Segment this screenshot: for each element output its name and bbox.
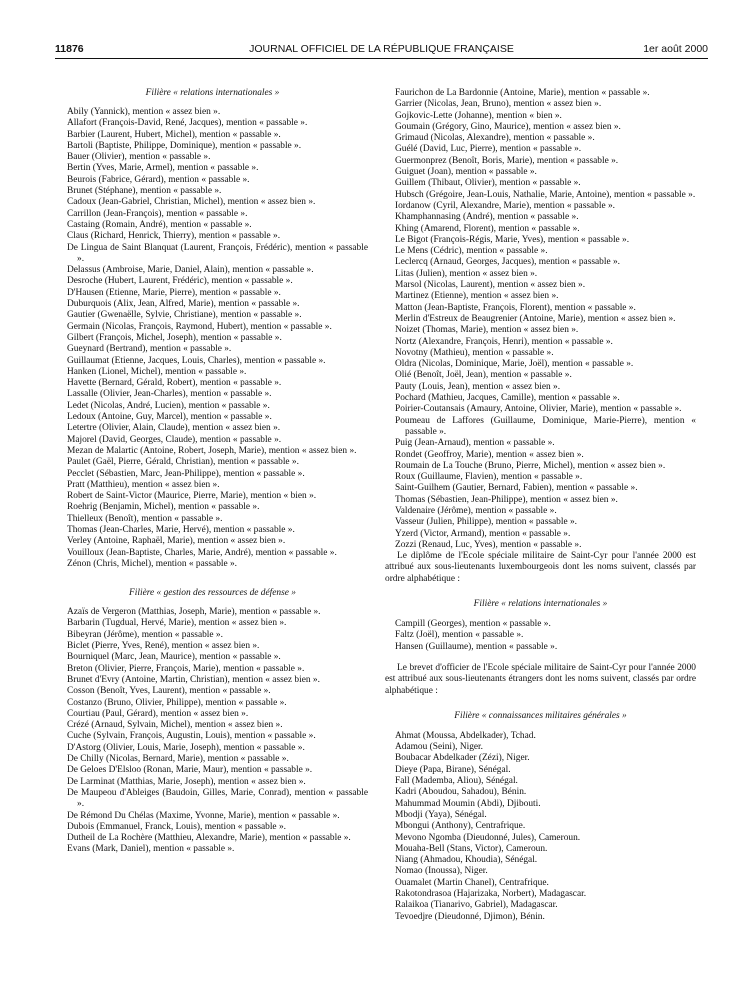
list-entry: Crézé (Arnaud, Sylvain, Michel), mention « assez bien ». — [67, 720, 283, 731]
list-entry: Allafort (François-David, René, Jacques), mention « passable ». — [67, 118, 308, 129]
page-number: 11876 — [55, 43, 84, 55]
list-entry: Vouilloux (Jean-Baptiste, Charles, Marie, André), mention « passable ». — [67, 547, 337, 558]
list-entry: Germain (Nicolas, François, Raymond, Hubert), mention « passable ». — [67, 321, 332, 332]
list-entry: Fall (Mademba, Aliou), Sénégal. — [395, 776, 518, 787]
list-entry: Tevoedjre (Dieudonné, Djimon), Bénin. — [395, 911, 545, 922]
list-entry: Pauty (Louis, Jean), mention « assez bien ». — [395, 381, 561, 392]
list-entry: Thomas (Sébastien, Jean-Philippe), mention « assez bien ». — [395, 494, 618, 505]
list-entry: Letertre (Olivier, Alain, Claude), mention « assez bien ». — [67, 423, 281, 434]
header-rule — [55, 58, 708, 59]
list-entry: Kadri (Aboudou, Sahadou), Bénin. — [395, 787, 527, 798]
list-entry: Bartoli (Baptiste, Philippe, Dominique), mention « passable ». — [67, 140, 302, 151]
list-entry: Zénon (Chris, Michel), mention « passable ». — [67, 558, 238, 569]
list-entry: Guiguet (Joan), mention « passable ». — [395, 167, 537, 178]
list-entry: Duburquois (Alix, Jean, Alfred, Marie), mention « passable ». — [67, 299, 300, 310]
list-entry: Hanken (Lionel, Michel), mention « passable ». — [67, 366, 247, 377]
section-heading: Filière « relations internationales » — [145, 88, 280, 98]
list-entry: Delassus (Ambroise, Marie, Daniel, Alain), mention « passable ». — [67, 265, 314, 276]
list-entry: Puig (Jean-Arnaud), mention « passable ». — [395, 438, 555, 449]
list-entry: Pratt (Matthieu), mention « assez bien ». — [67, 479, 220, 490]
list-entry: De Geloes D'Elsloo (Ronan, Marie, Maur), mention « passable ». — [67, 765, 313, 776]
list-entry: Pecclet (Sébastien, Marc, Jean-Philippe), mention « passable ». — [67, 468, 305, 479]
list-entry: Rakotondrasoa (Hajarizaka, Norbert), Madagascar. — [395, 889, 587, 899]
list-entry: Hubsch (Grégoire, Jean-Louis, Nathalie, Marie, Antoine), mention « passable ». — [395, 189, 696, 200]
section-heading: Filière « connaissances militaires générales » — [454, 710, 627, 721]
list-entry: Campill (Georges), mention « passable ». — [395, 619, 551, 630]
list-entry: Beurois (Fabrice, Gérard), mention « passable ». — [67, 174, 250, 185]
list-entry: Roehrig (Benjamin, Michel), mention « passable ». — [67, 502, 260, 513]
list-entry: Costanzo (Bruno, Olivier, Philippe), mention « passable ». — [67, 697, 287, 708]
list-entry: Ledet (Nicolas, André, Lucien), mention « passable ». — [67, 400, 270, 411]
list-entry: Adamou (Seini), Niger. — [395, 742, 484, 753]
list-entry: Bertin (Yves, Marie, Armel), mention « passable ». — [67, 163, 259, 174]
list-entry: Azaïs de Vergeron (Matthias, Joseph, Marie), mention « passable ». — [67, 607, 321, 618]
list-entry: Barbarin (Tugdual, Hervé, Marie), mention « assez bien ». — [67, 618, 287, 629]
list-entry: Courtiau (Paul, Gérard), mention « assez bien ». — [67, 708, 249, 719]
list-entry: Le Mens (Cédric), mention « passable ». — [395, 246, 548, 257]
section-heading: Filière « relations internationales » — [473, 599, 608, 610]
list-entry: Mezan de Malartic (Antoine, Robert, Joseph, Marie), mention « assez bien ». — [67, 445, 357, 456]
list-entry: Paulet (Gaël, Pierre, Gérald, Christian), mention « passable ». — [67, 457, 299, 468]
list-entry: Yzerd (Victor, Armand), mention « passable ». — [395, 528, 571, 539]
right-column — [385, 88, 696, 923]
list-entry: Iordanow (Cyril, Alexandre, Marie), mention « passable ». — [395, 200, 615, 211]
list-entry: Litas (Julien), mention « assez bien ». — [395, 268, 538, 279]
list-entry: Guillaumat (Etienne, Jacques, Louis, Charles), mention « passable ». — [67, 355, 326, 366]
list-entry: De Lingua de Saint Blanquat (Laurent, François, Frédéric), mention « passable ». — [67, 242, 368, 264]
list-entry: Gojkovic-Lette (Johanne), mention « bien ». — [395, 110, 562, 121]
list-entry: Le Bigot (François-Régis, Marie, Yves), mention « passable ». — [395, 234, 630, 245]
list-entry: Merlin d'Estreux de Beaugrenier (Antoine, Marie), mention « assez bien ». — [395, 313, 676, 324]
list-entry: Zozzi (Renaud, Luc, Yves), mention « passable ». — [395, 539, 582, 550]
list-entry: Ralaikoa (Tianarivo, Gabriel), Madagascar. — [395, 900, 558, 911]
list-entry: Poirier-Coutansais (Amaury, Antoine, Olivier, Marie), mention « passable ». — [395, 404, 682, 415]
list-entry: Garrier (Nicolas, Jean, Bruno), mention « assez bien ». — [395, 99, 602, 110]
list-entry: Oldra (Nicolas, Dominique, Marie, Joël), mention « passable ». — [395, 359, 634, 370]
list-entry: Faltz (Joël), mention « passable ». — [395, 630, 524, 641]
list-entry: Mbodji (Yaya), Sénégal. — [395, 809, 487, 820]
list-entry: Khamphannasing (André), mention « passable ». — [395, 212, 579, 223]
list-entry: Faurichon de La Bardonnie (Antoine, Marie), mention « passable ». — [395, 88, 650, 98]
list-entry: Goumain (Grégory, Gino, Maurice), mention « assez bien ». — [395, 121, 621, 132]
list-entry: Roux (Guillaume, Flavien), mention « passable ». — [395, 472, 583, 483]
list-entry: Dubois (Emmanuel, Franck, Louis), mention « passable ». — [67, 821, 286, 832]
list-entry: Brunet (Stéphane), mention « passable ». — [67, 186, 222, 197]
list-entry: Olié (Benoît, Joël, Jean), mention « passable ». — [395, 370, 572, 381]
list-entry: Vasseur (Julien, Philippe), mention « passable ». — [395, 517, 578, 528]
list-entry: Majorel (David, Georges, Claude), mention « passable ». — [67, 434, 282, 445]
list-entry: Ouamalet (Martin Chanel), Centrafrique. — [395, 877, 549, 888]
list-entry: Guermonprez (Benoît, Boris, Marie), mention « passable ». — [395, 155, 619, 166]
section-heading: Filière « gestion des ressources de défense » — [129, 588, 296, 599]
list-entry: Cosson (Benoît, Yves, Laurent), mention « passable ». — [67, 686, 271, 697]
list-entry: Mbongui (Anthony), Centrafrique. — [395, 821, 526, 832]
list-entry: Thomas (Jean-Charles, Marie, Hervé), mention « passable ». — [67, 524, 295, 535]
list-entry: Havette (Bernard, Gérald, Robert), mention « passable ». — [67, 378, 282, 389]
decree-paragraph: Le diplôme de l'Ecole spéciale militaire de Saint-Cyr pour l'année 2000 est attribué aux sous-lieutenants luxembourgeois dont les noms suivent, classés par ordre alphabétique : — [385, 551, 696, 584]
list-entry: Poumeau de Laffores (Guillaume, Dominique, Marie-Pierre), mention « passable ». — [395, 415, 696, 437]
list-entry: Dutheil de La Rochère (Matthieu, Alexandre, Marie), mention « passable ». — [67, 833, 351, 844]
list-entry: Barbier (Laurent, Hubert, Michel), mention « passable ». — [67, 129, 281, 140]
list-entry: Bauer (Olivier), mention « passable ». — [67, 152, 211, 163]
list-entry: Bibeyran (Jérôme), mention « passable ». — [67, 629, 223, 640]
list-entry: Gautier (Gwenaëlle, Sylvie, Christiane), mention « passable ». — [67, 310, 302, 321]
list-entry: Gueynard (Bertrand), mention « passable ». — [67, 344, 232, 355]
list-entry: Desroche (Hubert, Laurent, Frédéric), mention « passable ». — [67, 276, 293, 287]
list-entry: Carrillon (Jean-François), mention « passable ». — [67, 208, 248, 219]
list-entry: Brunet d'Evry (Antoine, Martin, Christian), mention « assez bien ». — [67, 674, 320, 685]
list-entry: De Rémond Du Chélas (Maxime, Yvonne, Marie), mention « passable ». — [67, 810, 340, 821]
list-entry: Niang (Ahmadou, Khoudia), Sénégal. — [395, 855, 538, 866]
list-entry: Ahmat (Moussa, Abdelkader), Tchad. — [395, 730, 536, 741]
list-entry: Robert de Saint-Victor (Maurice, Pierre, Marie), mention « bien ». — [67, 491, 317, 502]
list-entry: Valdenaire (Jérôme), mention « passable ». — [395, 505, 557, 516]
issue-date: 1er août 2000 — [643, 43, 708, 55]
list-entry: Nomao (Inoussa), Niger. — [395, 866, 488, 877]
list-entry: Biclet (Pierre, Yves, René), mention « assez bien ». — [67, 641, 260, 652]
list-entry: Matton (Jean-Baptiste, François, Florent), mention « passable ». — [395, 302, 636, 313]
list-entry: Roumain de La Touche (Bruno, Pierre, Michel), mention « assez bien ». — [395, 460, 666, 471]
list-entry: Marsol (Nicolas, Laurent), mention « assez bien ». — [395, 280, 586, 291]
list-entry: Bourniquel (Marc, Jean, Maurice), mention « passable ». — [67, 652, 281, 663]
left-column — [57, 88, 368, 856]
list-entry: Mouaha-Bell (Stans, Victor), Cameroun. — [395, 843, 548, 854]
list-entry: Hansen (Guillaume), mention « passable ». — [395, 641, 558, 652]
list-entry: Thielleux (Benoît), mention « passable ». — [67, 513, 223, 524]
list-entry: Dieye (Papa, Birane), Sénégal. — [395, 764, 511, 775]
list-entry: De Chilly (Nicolas, Bernard, Marie), mention « passable ». — [67, 754, 289, 765]
list-entry: Novotny (Mathieu), mention « passable ». — [395, 347, 554, 358]
list-entry: Breton (Olivier, Pierre, François, Marie), mention « passable ». — [67, 663, 305, 674]
list-entry: Khing (Amarend, Florent), mention « passable ». — [395, 223, 580, 234]
page-header — [55, 43, 708, 57]
list-entry: Cuche (Sylvain, François, Augustin, Louis), mention « passable ». — [67, 731, 316, 742]
list-entry: De Larminat (Matthias, Marie, Joseph), mention « assez bien ». — [67, 776, 306, 787]
journal-title: JOURNAL OFFICIEL DE LA RÉPUBLIQUE FRANÇAISE — [249, 43, 514, 55]
list-entry: Guélé (David, Luc, Pierre), mention « passable ». — [395, 144, 582, 155]
list-entry: Saint-Guilhem (Gautier, Bernard, Fabien), mention « passable ». — [395, 483, 638, 494]
list-entry: Boubacar Abdelkader (Zézi), Niger. — [395, 753, 530, 764]
list-entry: Noizet (Thomas, Marie), mention « assez bien ». — [395, 325, 579, 336]
list-entry: Leclercq (Arnaud, Georges, Jacques), mention « passable ». — [395, 257, 621, 268]
list-entry: Castaing (Romain, André), mention « passable ». — [67, 219, 252, 230]
list-entry: De Maupeou d'Ableiges (Baudoin, Gilles, Marie, Conrad), mention « passable ». — [67, 787, 368, 810]
list-entry: Mevono Ngomba (Dieudonné, Jules), Cameroun. — [395, 832, 581, 843]
list-entry: Evans (Mark, Daniel), mention « passable ». — [67, 844, 235, 855]
list-entry: Pochard (Mathieu, Jacques, Camille), mention « passable ». — [395, 393, 620, 404]
list-entry: Grimaud (Nicolas, Alexandre), mention « passable ». — [395, 133, 595, 144]
list-entry: Claus (Richard, Henrick, Thierry), mention « passable ». — [67, 231, 281, 242]
list-entry: Martinez (Etienne), mention « assez bien ». — [395, 291, 559, 302]
list-entry: Guillem (Thibaut, Olivier), mention « passable ». — [395, 178, 581, 189]
list-entry: Verley (Antoine, Raphaël, Marie), mention « assez bien ». — [67, 536, 286, 547]
list-entry: Lassalle (Olivier, Jean-Charles), mention « passable ». — [67, 389, 272, 400]
list-entry: D'Hausen (Etienne, Marie, Pierre), mention « passable ». — [67, 287, 281, 298]
list-entry: Nortz (Alexandre, François, Henri), mention « passable ». — [395, 336, 613, 347]
list-entry: D'Astorg (Olivier, Louis, Marie, Joseph), mention « passable ». — [67, 742, 305, 753]
list-entry: Cadoux (Jean-Gabriel, Christian, Michel), mention « assez bien ». — [67, 197, 316, 208]
list-entry: Gilbert (François, Michel, Joseph), mention « passable ». — [67, 332, 282, 343]
list-entry: Mahummad Moumin (Abdi), Djibouti. — [395, 798, 541, 809]
list-entry: Abily (Yannick), mention « assez bien ». — [67, 107, 221, 117]
list-entry: Rondet (Geoffroy, Marie), mention « assez bien ». — [395, 449, 584, 460]
list-entry: Ledoux (Antoine, Guy, Marcel), mention « passable ». — [67, 412, 272, 423]
decree-paragraph: Le brevet d'officier de l'Ecole spéciale militaire de Saint-Cyr pour l'année 2000 est attribué aux sous-lieutenants étrangers dont les noms suivent, classés par ordre alphabétique : — [385, 662, 696, 696]
